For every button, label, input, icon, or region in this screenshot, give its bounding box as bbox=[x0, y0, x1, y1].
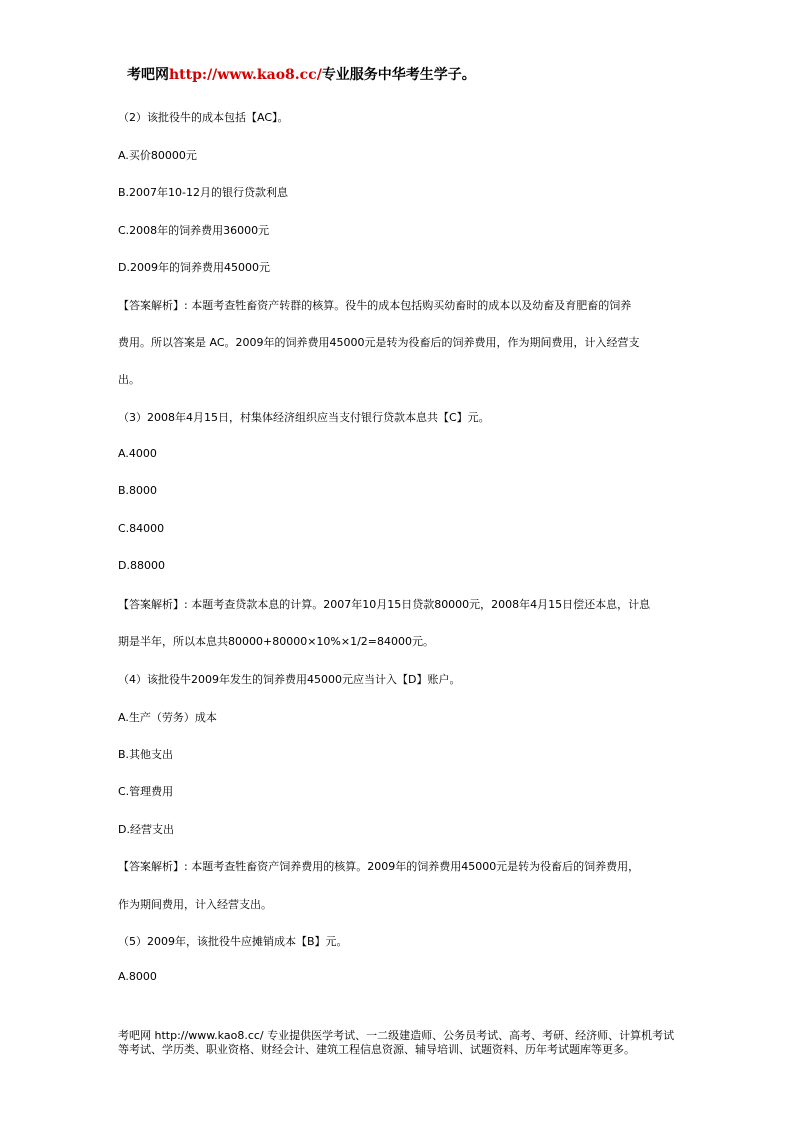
question-4-option-d: D.经营支出 bbox=[118, 823, 174, 836]
question-3-answer-line-2: 期是半年，所以本息共80000+80000×10%×1/2=84000元。 bbox=[118, 635, 434, 648]
question-4-option-c: C.管理费用 bbox=[118, 785, 174, 798]
header-url-link[interactable]: http://www.kao8.cc/ bbox=[169, 67, 322, 83]
question-4-option-a: A.生产（劳务）成本 bbox=[118, 711, 217, 724]
question-4-answer-line-1: 【答案解析】: 本题考查牲畜资产饲养费用的核算。2009年的饲养费用45000元是转为役畜后的饲养费用， bbox=[118, 860, 640, 873]
question-2-option-a: A.买价80000元 bbox=[118, 149, 197, 162]
question-3-option-c: C.84000 bbox=[118, 522, 165, 535]
question-5: （5）2009年，该批役牛应摊销成本【B】元。 bbox=[118, 935, 348, 948]
page-header bbox=[127, 64, 476, 84]
question-2-option-d: D.2009年的饲养费用45000元 bbox=[118, 261, 270, 274]
question-5-option-a: A.8000 bbox=[118, 970, 157, 983]
question-3-answer-line-1: 【答案解析】: 本题考查贷款本息的计算。2007年10月15日贷款80000元，2008年4月15日偿还本息，计息 bbox=[118, 598, 651, 611]
question-3: （3）2008年4月15日，村集体经济组织应当支付银行贷款本息共【C】元。 bbox=[118, 411, 490, 424]
question-2-option-b: B.2007年10-12月的银行贷款利息 bbox=[118, 186, 288, 199]
question-4-option-b: B.其他支出 bbox=[118, 748, 174, 761]
question-2: （2）该批役牛的成本包括【AC】。 bbox=[118, 111, 289, 124]
question-2-answer-line-2: 费用。所以答案是 AC。2009年的饲养费用45000元是转为役畜后的饲养费用，作为期间费用，计入经营支 bbox=[118, 336, 640, 349]
header-slogan: 专业服务中华考生学子。 bbox=[321, 67, 476, 83]
question-3-option-d: D.88000 bbox=[118, 559, 165, 572]
question-4-answer-line-2: 作为期间费用，计入经营支出。 bbox=[118, 898, 272, 911]
header-site-name: 考吧网 bbox=[127, 67, 169, 83]
page-footer: 考吧网 http://www.kao8.cc/ 专业提供医学考试、一二级建造师、公务员考试、高考、考研、经济师、计算机考试等考试、学历类、职业资格、财经会计、建筑工程信息资源、辅导培训、试题资料、历年考试题库等更多。 bbox=[118, 1029, 675, 1056]
question-2-option-c: C.2008年的饲养费用36000元 bbox=[118, 224, 270, 237]
question-4: （4）该批役牛2009年发生的饲养费用45000元应当计入【D】账户。 bbox=[118, 673, 461, 686]
question-3-option-b: B.8000 bbox=[118, 484, 158, 497]
question-3-option-a: A.4000 bbox=[118, 447, 157, 460]
question-2-answer-line-1: 【答案解析】: 本题考查牲畜资产转群的核算。役牛的成本包括购买幼畜时的成本以及幼畜及育肥畜的饲养 bbox=[118, 299, 632, 312]
question-2-answer-line-3: 出。 bbox=[118, 373, 140, 386]
